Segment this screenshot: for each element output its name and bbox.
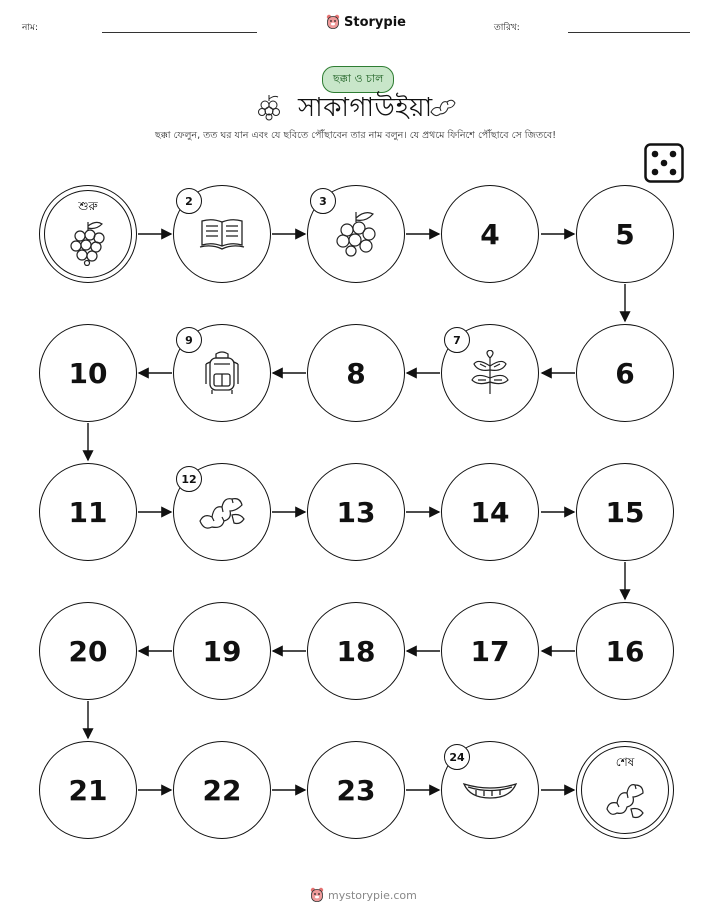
space-14-number: 14 <box>470 495 510 529</box>
book-icon <box>198 216 246 252</box>
start-label: শুরু <box>78 199 98 213</box>
space-18[interactable] <box>307 602 405 700</box>
space-10-number: 10 <box>68 356 108 390</box>
space-20-number: 20 <box>68 634 108 668</box>
space-22[interactable] <box>173 741 271 839</box>
page-title: সাকাগাউইয়া <box>298 93 433 123</box>
footer <box>310 887 417 903</box>
space-7[interactable] <box>441 324 539 422</box>
space-8-number: 8 <box>346 356 366 390</box>
backpack-icon <box>202 350 242 396</box>
bear-logo-icon <box>310 887 324 903</box>
space-13[interactable] <box>307 463 405 561</box>
space-17-number: 17 <box>470 634 510 668</box>
ginger-icon <box>603 779 647 821</box>
space-4[interactable] <box>441 185 539 283</box>
space-2[interactable] <box>173 185 271 283</box>
space-15-number: 15 <box>605 495 645 529</box>
space-23-number: 23 <box>336 773 376 807</box>
space-12-number: 12 <box>176 466 202 492</box>
space-3[interactable] <box>307 185 405 283</box>
space-6-number: 6 <box>615 356 635 390</box>
space-8[interactable] <box>307 324 405 422</box>
instructions: ছক্কা ফেলুন, তত ঘর যান এবং যে ছবিতে পৌঁছাবেন তার নাম বলুন। যে প্রথমে ফিনিশে পৌঁছাবে সে জিতবে! <box>155 130 557 141</box>
space-7-number: 7 <box>444 327 470 353</box>
space-19[interactable] <box>173 602 271 700</box>
space-24[interactable] <box>441 741 539 839</box>
space-13-number: 13 <box>336 495 376 529</box>
space-16-number: 16 <box>605 634 645 668</box>
space-2-number: 2 <box>176 188 202 214</box>
space-9-number: 9 <box>176 327 202 353</box>
leaf-icon <box>468 350 512 396</box>
brand-name: Storypie <box>344 14 406 30</box>
space-12[interactable] <box>173 463 271 561</box>
space-10[interactable] <box>39 324 137 422</box>
space-3-number: 3 <box>310 188 336 214</box>
space-11[interactable] <box>39 463 137 561</box>
finish-space[interactable] <box>576 741 674 839</box>
grapes-icon <box>66 220 110 266</box>
start-space[interactable] <box>39 185 137 283</box>
canoe-icon <box>462 778 518 802</box>
space-19-number: 19 <box>202 634 242 668</box>
finish-label: শেষ <box>615 755 635 769</box>
berries-icon <box>333 210 379 258</box>
space-16[interactable] <box>576 602 674 700</box>
space-4-number: 4 <box>480 217 500 251</box>
name-label: নাম: <box>22 23 39 33</box>
space-15[interactable] <box>576 463 674 561</box>
space-5[interactable] <box>576 185 674 283</box>
space-22-number: 22 <box>202 773 242 807</box>
space-14[interactable] <box>441 463 539 561</box>
space-9[interactable] <box>173 324 271 422</box>
space-11-number: 11 <box>68 495 108 529</box>
footer-url[interactable]: mystorypie.com <box>328 888 417 902</box>
space-21-number: 21 <box>68 773 108 807</box>
space-18-number: 18 <box>336 634 376 668</box>
space-5-number: 5 <box>615 217 635 251</box>
space-20[interactable] <box>39 602 137 700</box>
space-24-number: 24 <box>444 744 470 770</box>
space-17[interactable] <box>441 602 539 700</box>
date-label: তারিখ: <box>494 23 520 33</box>
space-6[interactable] <box>576 324 674 422</box>
space-21[interactable] <box>39 741 137 839</box>
game-type-badge: ছক্কা ও চাল <box>322 66 394 93</box>
space-23[interactable] <box>307 741 405 839</box>
ginger-icon <box>196 491 248 533</box>
